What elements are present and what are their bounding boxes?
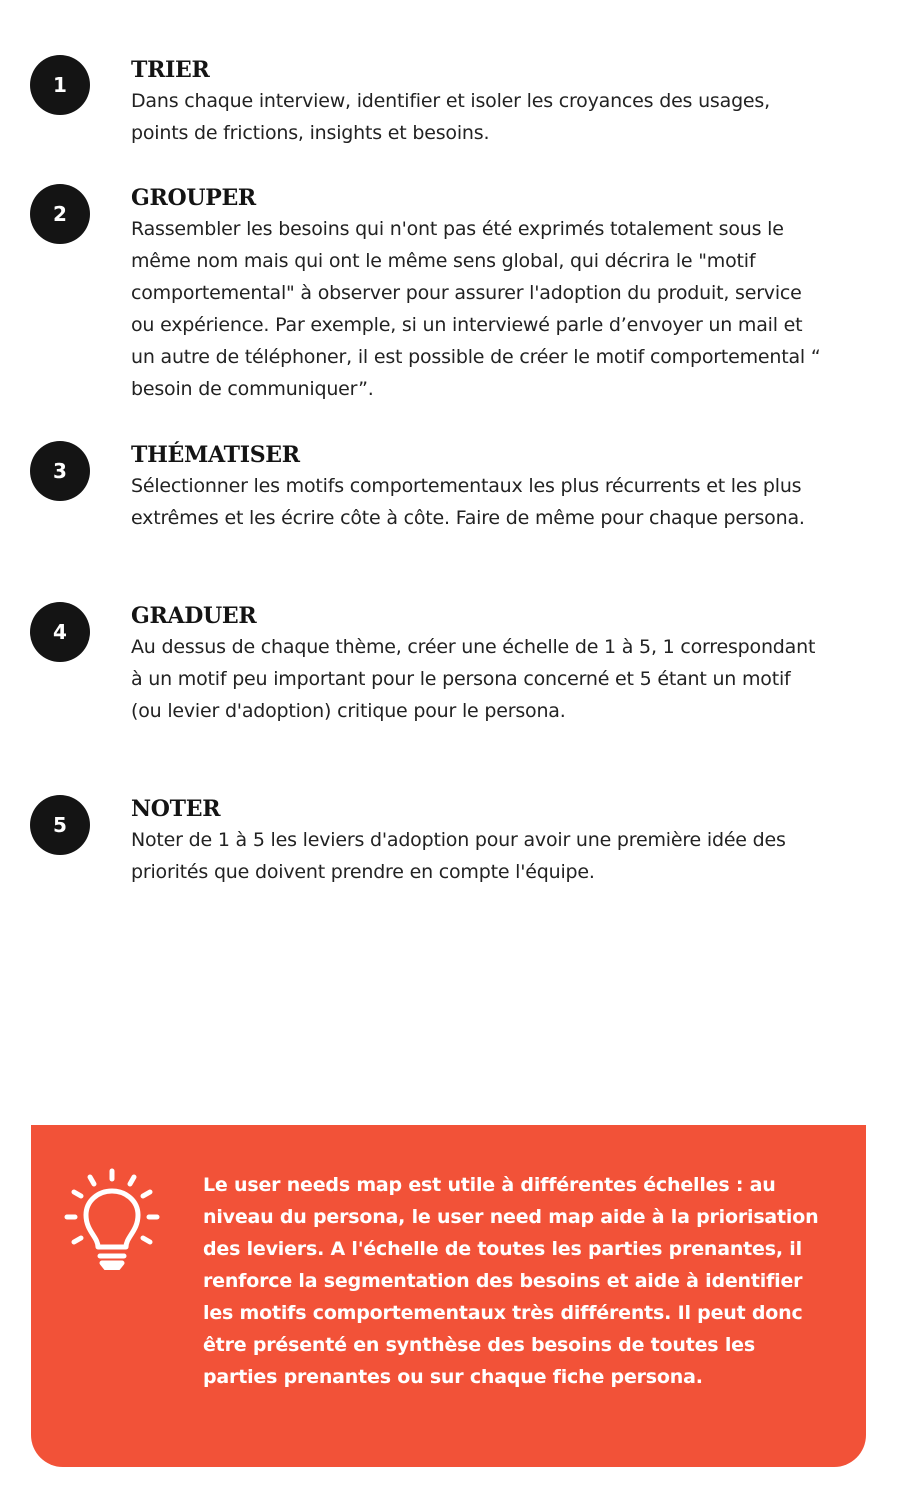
step-title: THÉMATISER	[131, 442, 300, 468]
step-number-badge: 2	[30, 184, 90, 244]
step-number-badge: 5	[30, 795, 90, 855]
step-number-badge: 3	[30, 441, 90, 501]
step-number-badge: 4	[30, 602, 90, 662]
step-description: Sélectionner les motifs comportementaux les plus récurrents et les plus extrêmes et les écrire côte à côte. Faire de même pour chaque persona.	[131, 475, 805, 529]
step-description: Au dessus de chaque thème, créer une échelle de 1 à 5, 1 correspondant à un motif peu important pour le persona concerné et 5 étant un motif (ou levier d'adoption) critique pour le persona.	[131, 636, 816, 722]
step-title: NOTER	[131, 796, 221, 822]
step-title: GRADUER	[131, 603, 257, 629]
step-description: Rassembler les besoins qui n'ont pas été exprimés totalement sous le même nom mais qui ont le même sens global, qui décrira le "motif comportemental" à observer pour assurer l'adoption du produit, service ou expérience. Par exemple, si un interviewé parle d’envoyer un mail et un autre de téléphoner, il est possible de créer le motif comportemental “ besoin de communiquer”.	[131, 218, 821, 400]
step-description: Noter de 1 à 5 les leviers d'adoption pour avoir une première idée des priorités que doivent prendre en compte l'équipe.	[131, 829, 786, 883]
lightbulb-icon	[60, 1165, 165, 1270]
step-title: GROUPER	[131, 185, 256, 211]
step-description: Dans chaque interview, identifier et isoler les croyances des usages, points de frictions, insights et besoins.	[131, 90, 770, 144]
step-title: TRIER	[131, 57, 210, 83]
step-number-badge: 1	[30, 55, 90, 115]
callout-text: Le user needs map est utile à différentes échelles : au niveau du persona, le user need map aide à la priorisation des leviers. A l'échelle de toutes les parties prenantes, il renforce la segmentation des besoins et aide à identifier les motifs comportementaux très différents. Il peut donc être présenté en synthèse des besoins de toutes les parties prenantes ou sur chaque fiche persona.	[203, 1174, 819, 1388]
